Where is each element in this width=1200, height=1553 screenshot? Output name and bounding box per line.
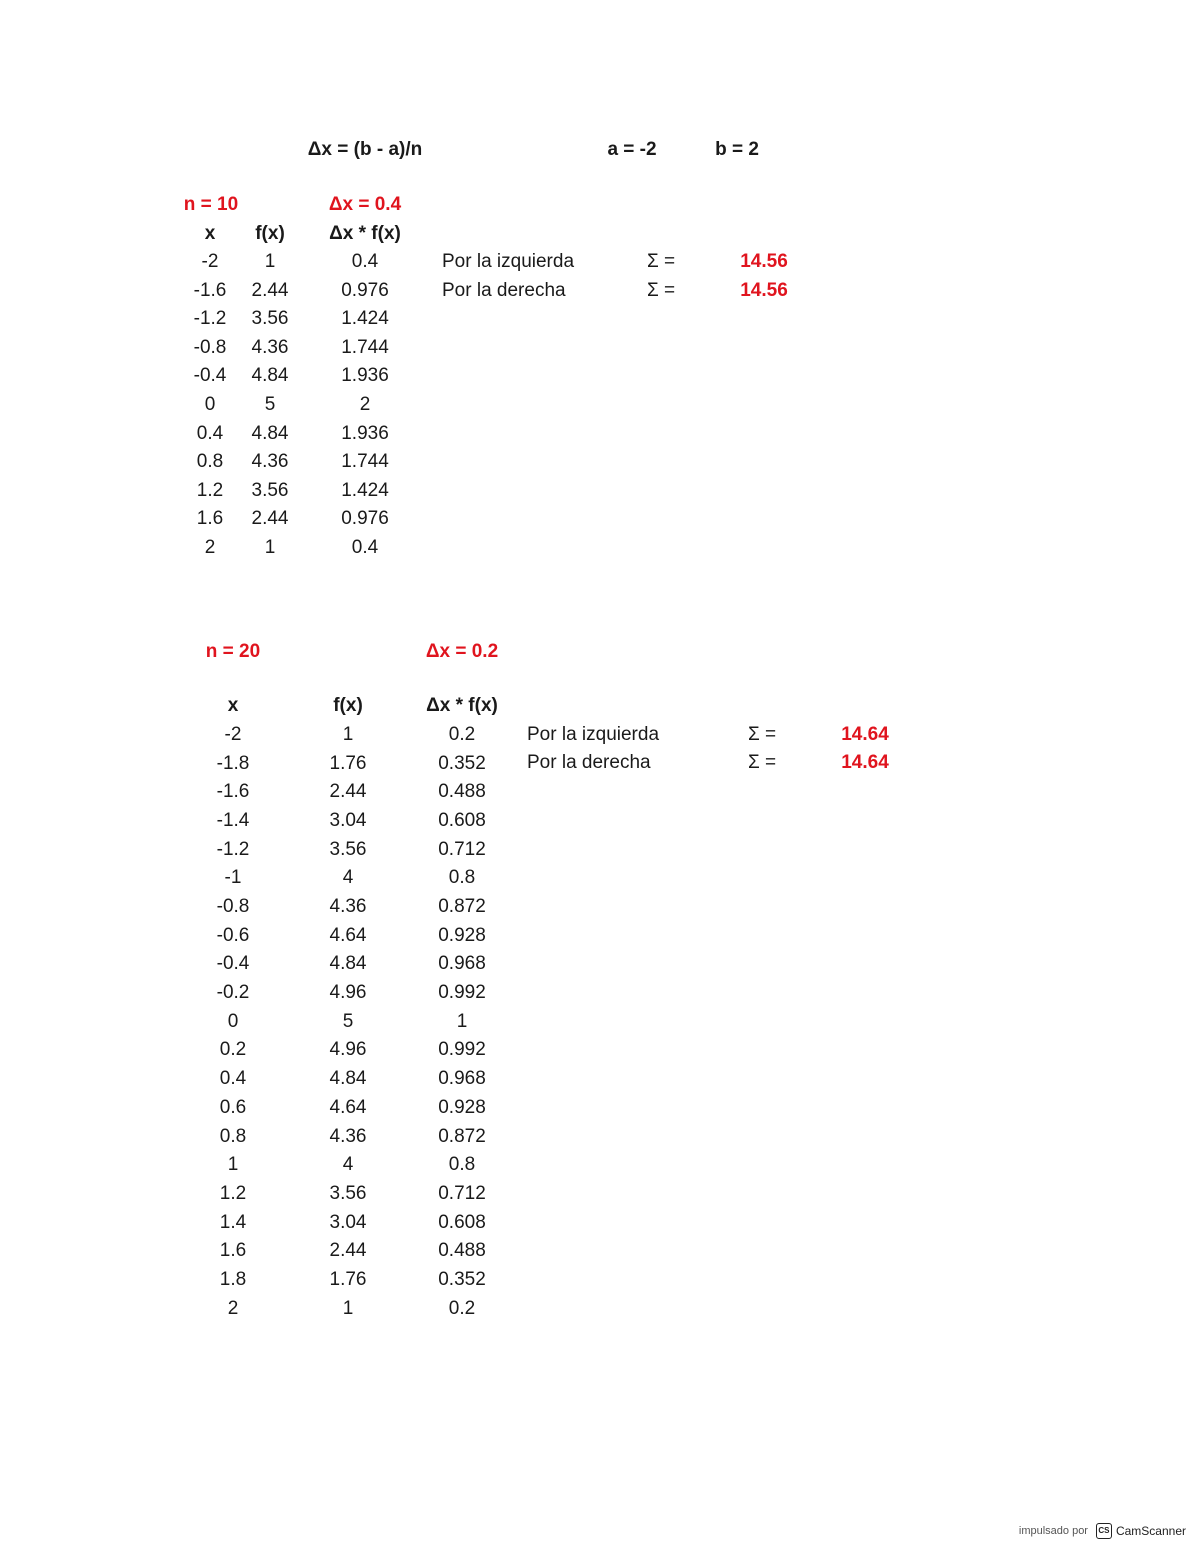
table1-n-label: n = 10 [183, 194, 239, 215]
table1-cell-x: -0.4 [193, 365, 227, 387]
table1-header-x: x [204, 223, 216, 244]
camscanner-icon: CS [1096, 1523, 1112, 1539]
table2-cell-fx: 3.04 [329, 810, 367, 832]
table2-cell-product: 0.992 [438, 982, 486, 1004]
table1-cell-fx: 4.36 [251, 451, 289, 473]
formula-label: Δx = (b - a)/n [307, 139, 423, 160]
table1-cell-fx: 3.56 [251, 308, 289, 330]
table1-cell-fx: 4.84 [251, 365, 289, 387]
table1-header-product: Δx * f(x) [329, 223, 401, 244]
table2-cell-product: 0.992 [438, 1039, 486, 1061]
table2-n-label: n = 20 [205, 641, 261, 662]
table2-cell-product: 0.2 [448, 1297, 476, 1319]
table2-cell-product: 1 [456, 1010, 468, 1032]
table2-cell-product: 0.712 [438, 838, 486, 860]
table2-cell-x: 0.6 [219, 1096, 247, 1118]
table2-cell-x: -1.8 [216, 752, 250, 774]
table2-cell-x: -0.8 [216, 896, 250, 918]
table1-right-sum-label: Por la derecha [442, 280, 566, 301]
table2-cell-fx: 4.96 [329, 982, 367, 1004]
table2-cell-product: 0.8 [448, 867, 476, 889]
table1-cell-x: -2 [201, 251, 219, 272]
camscanner-brand: CamScanner [1115, 1524, 1186, 1538]
table2-sigma-right: Σ = [747, 752, 777, 773]
table2-cell-fx: 3.04 [329, 1211, 367, 1233]
table1-sum-left: 14.56 [740, 251, 788, 272]
table2-cell-x: 1 [227, 1154, 239, 1176]
table2-cell-product: 0.488 [438, 781, 486, 803]
table2-cell-x: -0.6 [216, 924, 250, 946]
table1-cell-x: 1.6 [196, 508, 224, 530]
table1-cell-product: 0.976 [341, 279, 389, 301]
table2-cell-x: -0.2 [216, 982, 250, 1004]
table2-sum-left: 14.64 [841, 724, 889, 745]
watermark [1019, 1523, 1186, 1539]
table2-cell-x: 0.2 [219, 1039, 247, 1061]
table2-cell-x: 1.6 [219, 1240, 247, 1262]
table2-cell-fx: 3.56 [329, 838, 367, 860]
table1-cell-product: 1.744 [341, 336, 389, 358]
table1-cell-product: 1.424 [341, 308, 389, 330]
table1-cell-x: -1.6 [193, 279, 227, 301]
table2-sum-right: 14.64 [841, 752, 889, 773]
table2-header-product: Δx * f(x) [426, 695, 498, 716]
table2-header-x: x [227, 695, 239, 716]
table2-cell-fx: 1 [342, 1297, 354, 1319]
table2-cell-x: -1.2 [216, 838, 250, 860]
table2-header-fx: f(x) [333, 695, 363, 716]
table2-sigma-left: Σ = [747, 724, 777, 745]
table2-cell-x: 2 [227, 1297, 239, 1319]
table2-cell-fx: 4 [342, 1154, 354, 1176]
table1-cell-product: 2 [359, 394, 371, 415]
table2-cell-fx: 5 [342, 1010, 354, 1032]
table1-cell-fx: 5 [264, 394, 276, 415]
table2-cell-product: 0.712 [438, 1182, 486, 1204]
table1-cell-product: 0.4 [351, 537, 379, 558]
table2-cell-x: -1 [224, 867, 242, 889]
table1-cell-product: 0.4 [351, 251, 379, 272]
table1-sum-right: 14.56 [740, 280, 788, 301]
table2-right-sum-label: Por la derecha [527, 752, 651, 773]
table2-cell-product: 0.8 [448, 1154, 476, 1176]
a-value: a = -2 [607, 139, 657, 160]
table1-cell-product: 1.744 [341, 451, 389, 473]
table2-cell-x: -2 [224, 724, 242, 745]
table2-cell-product: 0.872 [438, 896, 486, 918]
table1-cell-product: 1.424 [341, 479, 389, 501]
table2-cell-fx: 1 [342, 724, 354, 745]
table2-cell-fx: 3.56 [329, 1182, 367, 1204]
table1-cell-product: 0.976 [341, 508, 389, 530]
table1-cell-x: 0.8 [196, 451, 224, 473]
table2-cell-x: 0.4 [219, 1068, 247, 1090]
table2-cell-fx: 2.44 [329, 781, 367, 803]
table2-cell-product: 0.352 [438, 1268, 486, 1290]
table2-cell-fx: 1.76 [329, 752, 367, 774]
table2-cell-x: 1.8 [219, 1268, 247, 1290]
table2-cell-fx: 4.64 [329, 924, 367, 946]
table2-cell-x: -1.6 [216, 781, 250, 803]
table1-cell-fx: 4.84 [251, 422, 289, 444]
table2-cell-x: 1.4 [219, 1211, 247, 1233]
table1-cell-fx: 2.44 [251, 508, 289, 530]
table1-dx-label: Δx = 0.4 [328, 194, 402, 215]
table2-cell-x: -0.4 [216, 953, 250, 975]
table2-cell-fx: 4.96 [329, 1039, 367, 1061]
table1-sigma-left: Σ = [646, 251, 676, 272]
table1-cell-x: -1.2 [193, 308, 227, 330]
table2-cell-fx: 4.36 [329, 1125, 367, 1147]
table1-sigma-right: Σ = [646, 280, 676, 301]
table2-cell-fx: 4.84 [329, 1068, 367, 1090]
table2-cell-fx: 1.76 [329, 1268, 367, 1290]
table2-cell-product: 0.872 [438, 1125, 486, 1147]
table1-cell-fx: 3.56 [251, 479, 289, 501]
table1-cell-fx: 2.44 [251, 279, 289, 301]
table2-cell-product: 0.608 [438, 1211, 486, 1233]
table2-cell-x: -1.4 [216, 810, 250, 832]
table2-cell-fx: 4.84 [329, 953, 367, 975]
table1-cell-fx: 4.36 [251, 336, 289, 358]
table2-cell-product: 0.488 [438, 1240, 486, 1262]
table2-cell-product: 0.968 [438, 1068, 486, 1090]
table2-cell-x: 1.2 [219, 1182, 247, 1204]
table2-left-sum-label: Por la izquierda [527, 724, 660, 745]
table2-cell-fx: 4.36 [329, 896, 367, 918]
table2-dx-label: Δx = 0.2 [425, 641, 499, 662]
table1-cell-fx: 1 [264, 537, 276, 558]
table1-cell-x: -0.8 [193, 336, 227, 358]
b-value: b = 2 [715, 139, 759, 160]
table2-cell-product: 0.352 [438, 752, 486, 774]
table1-header-fx: f(x) [255, 223, 285, 244]
table1-cell-product: 1.936 [341, 422, 389, 444]
camscanner-logo [1096, 1523, 1186, 1539]
table2-cell-product: 0.2 [448, 724, 476, 745]
table1-cell-fx: 1 [264, 251, 276, 272]
table2-cell-fx: 4 [342, 867, 354, 889]
table1-cell-x: 0 [204, 394, 216, 415]
table2-cell-fx: 2.44 [329, 1240, 367, 1262]
table1-cell-x: 1.2 [196, 479, 224, 501]
table2-cell-product: 0.928 [438, 1096, 486, 1118]
table1-cell-x: 2 [204, 537, 216, 558]
table1-left-sum-label: Por la izquierda [442, 251, 575, 272]
table1-cell-product: 1.936 [341, 365, 389, 387]
powered-by-label: impulsado por [1018, 1525, 1088, 1537]
table2-cell-x: 0.8 [219, 1125, 247, 1147]
table2-cell-product: 0.608 [438, 810, 486, 832]
table2-cell-fx: 4.64 [329, 1096, 367, 1118]
table2-cell-product: 0.968 [438, 953, 486, 975]
table2-cell-x: 0 [227, 1010, 239, 1032]
table2-cell-product: 0.928 [438, 924, 486, 946]
table1-cell-x: 0.4 [196, 422, 224, 444]
